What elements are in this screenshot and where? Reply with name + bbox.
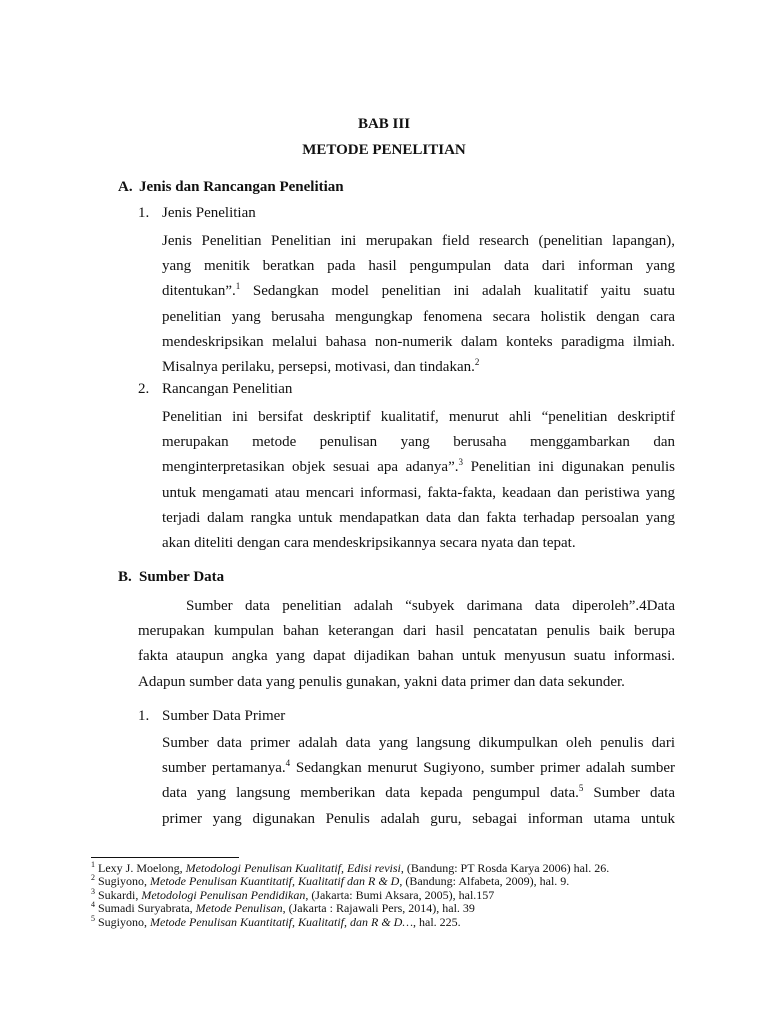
sumber-data-paragraph bbox=[138, 594, 675, 695]
footnote-ref: 3 bbox=[458, 457, 463, 468]
section-a-heading bbox=[118, 179, 344, 196]
item-marker: 1. bbox=[138, 708, 150, 724]
chapter-number: BAB III bbox=[357, 116, 411, 132]
paragraph-line: Misalnya perilaku, persepsi, motivasi, dan tindakan.$^2$ bbox=[162, 356, 480, 375]
footnotes bbox=[91, 862, 691, 929]
footnote: $^1$ Lexy J. Moelong, Metodologi Penulisan Kualitatif, Edisi revisi, (Bandung: PT Rosda Karya 2006) hal. 26. bbox=[91, 860, 610, 875]
paragraph-line: ditentukan”.$^1$ Sedangkan model penelitian ini adalah kualitatif yaitu suatu bbox=[162, 281, 675, 300]
paragraph-line: Adapun sumber data yang penulis gunakan, yakni data primer dan data sekunder. bbox=[138, 673, 625, 690]
paragraph-line: sumber pertamanya.$^4$ Sedangkan menurut Sugiyono, sumber primer adalah sumber bbox=[162, 758, 675, 777]
paragraph-line: yang menitik beratkan pada hasil pengumpulan data dari informan yang bbox=[162, 258, 675, 275]
footnote-ref: 4 bbox=[285, 758, 291, 769]
footnote: $^5$ Sugiyono, Metode Penulisan Kuantitatif, Kualitatif, dan R & D…, hal. 225. bbox=[91, 913, 461, 929]
paragraph-line: Sumber data penelitian adalah “subyek darimana data diperoleh”.4Data bbox=[186, 598, 675, 614]
item-title: Rancangan Penelitian bbox=[162, 381, 293, 397]
chapter-title: METODE PENELITIAN bbox=[302, 142, 466, 158]
paragraph-line: mendeskripsikan melalui bahasa non-numerik dalam konteks paradigma ilmiah. bbox=[162, 333, 675, 350]
footnote: $^3$ Sukardi, Metodologi Penulisan Pendidikan, (Jakarta: Bumi Aksara, 2005), hal.157 bbox=[91, 886, 495, 902]
paragraph-line: Jenis Penelitian Penelitian ini merupakan field research (penelitian lapangan), bbox=[162, 233, 675, 249]
item-marker: 2. bbox=[138, 381, 150, 397]
sumber-data-primer-paragraph bbox=[162, 731, 675, 832]
paragraph-line: penelitian yang berusaha mengungkap fenomena secara holistik dengan cara bbox=[162, 308, 675, 325]
paragraph-line: Sumber data primer adalah data yang langsung dikumpulkan oleh penulis dari bbox=[162, 735, 675, 751]
section-a-marker: A. bbox=[118, 179, 133, 195]
section-b-marker: B. bbox=[118, 569, 132, 585]
section-a-title: Jenis dan Rancangan Penelitian bbox=[139, 179, 344, 195]
paragraph-line: primer yang digunakan Penulis adalah guru, sebagai informan utama untuk bbox=[162, 810, 675, 827]
paragraph-line: menginterpretasikan objek sesuai apa adanya”.$^3$ Penelitian ini digunakan penulis bbox=[162, 457, 675, 476]
footnote-ref: 5 bbox=[578, 783, 584, 794]
footnote-ref: 1 bbox=[235, 281, 241, 292]
paragraph-line: terjadi dalam rangka untuk mendapatkan data dan fakta terhadap persoalan yang bbox=[162, 509, 675, 526]
footnote-ref: 2 bbox=[474, 356, 480, 367]
rancangan-penelitian-paragraph bbox=[162, 405, 675, 556]
section-b-heading bbox=[118, 569, 224, 586]
jenis-penelitian-paragraph bbox=[162, 229, 675, 380]
paragraph-line: Penelitian ini bersifat deskriptif kualitatif, menurut ahli “penelitian deskriptif bbox=[162, 409, 675, 425]
item-title: Jenis Penelitian bbox=[162, 205, 256, 221]
section-b-item1-heading bbox=[138, 708, 285, 725]
paragraph-line: fakta ataupun angka yang dapat dijadikan bahan untuk menyusun suatu informasi. bbox=[138, 648, 675, 665]
section-a-item2-heading bbox=[138, 381, 292, 398]
section-b-title: Sumber Data bbox=[139, 569, 225, 585]
paragraph-line: untuk mengamati atau mencari informasi, fakta-fakta, keadaan dan peristiwa yang bbox=[162, 484, 675, 501]
item-marker: 1. bbox=[138, 205, 150, 221]
paragraph-line: merupakan kumpulan bahan keterangan dari hasil pencatatan penulis baik berupa bbox=[138, 623, 675, 640]
paragraph-line: data yang langsung memberikan data kepada pengumpul data.$^5$ Sumber data bbox=[162, 783, 675, 802]
section-a-item1-heading bbox=[138, 205, 256, 222]
item-title: Sumber Data Primer bbox=[162, 708, 286, 724]
paragraph-line: merupakan metode penulisan yang berusaha menggambarkan dan bbox=[162, 434, 675, 451]
footnote-separator bbox=[91, 857, 239, 858]
footnote: $^4$ Sumadi Suryabrata, Metode Penulisan, (Jakarta : Rajawali Pers, 2014), hal. 39 bbox=[91, 900, 475, 916]
footnote: $^2$ Sugiyono, Metode Penulisan Kuantitatif, Kualitatif dan R & D, (Bandung: Alfabeta, 2009), hal. 9. bbox=[91, 873, 570, 889]
paragraph-line: akan diteliti dengan cara mendeskripsikannya secara nyata dan tepat. bbox=[162, 534, 576, 551]
